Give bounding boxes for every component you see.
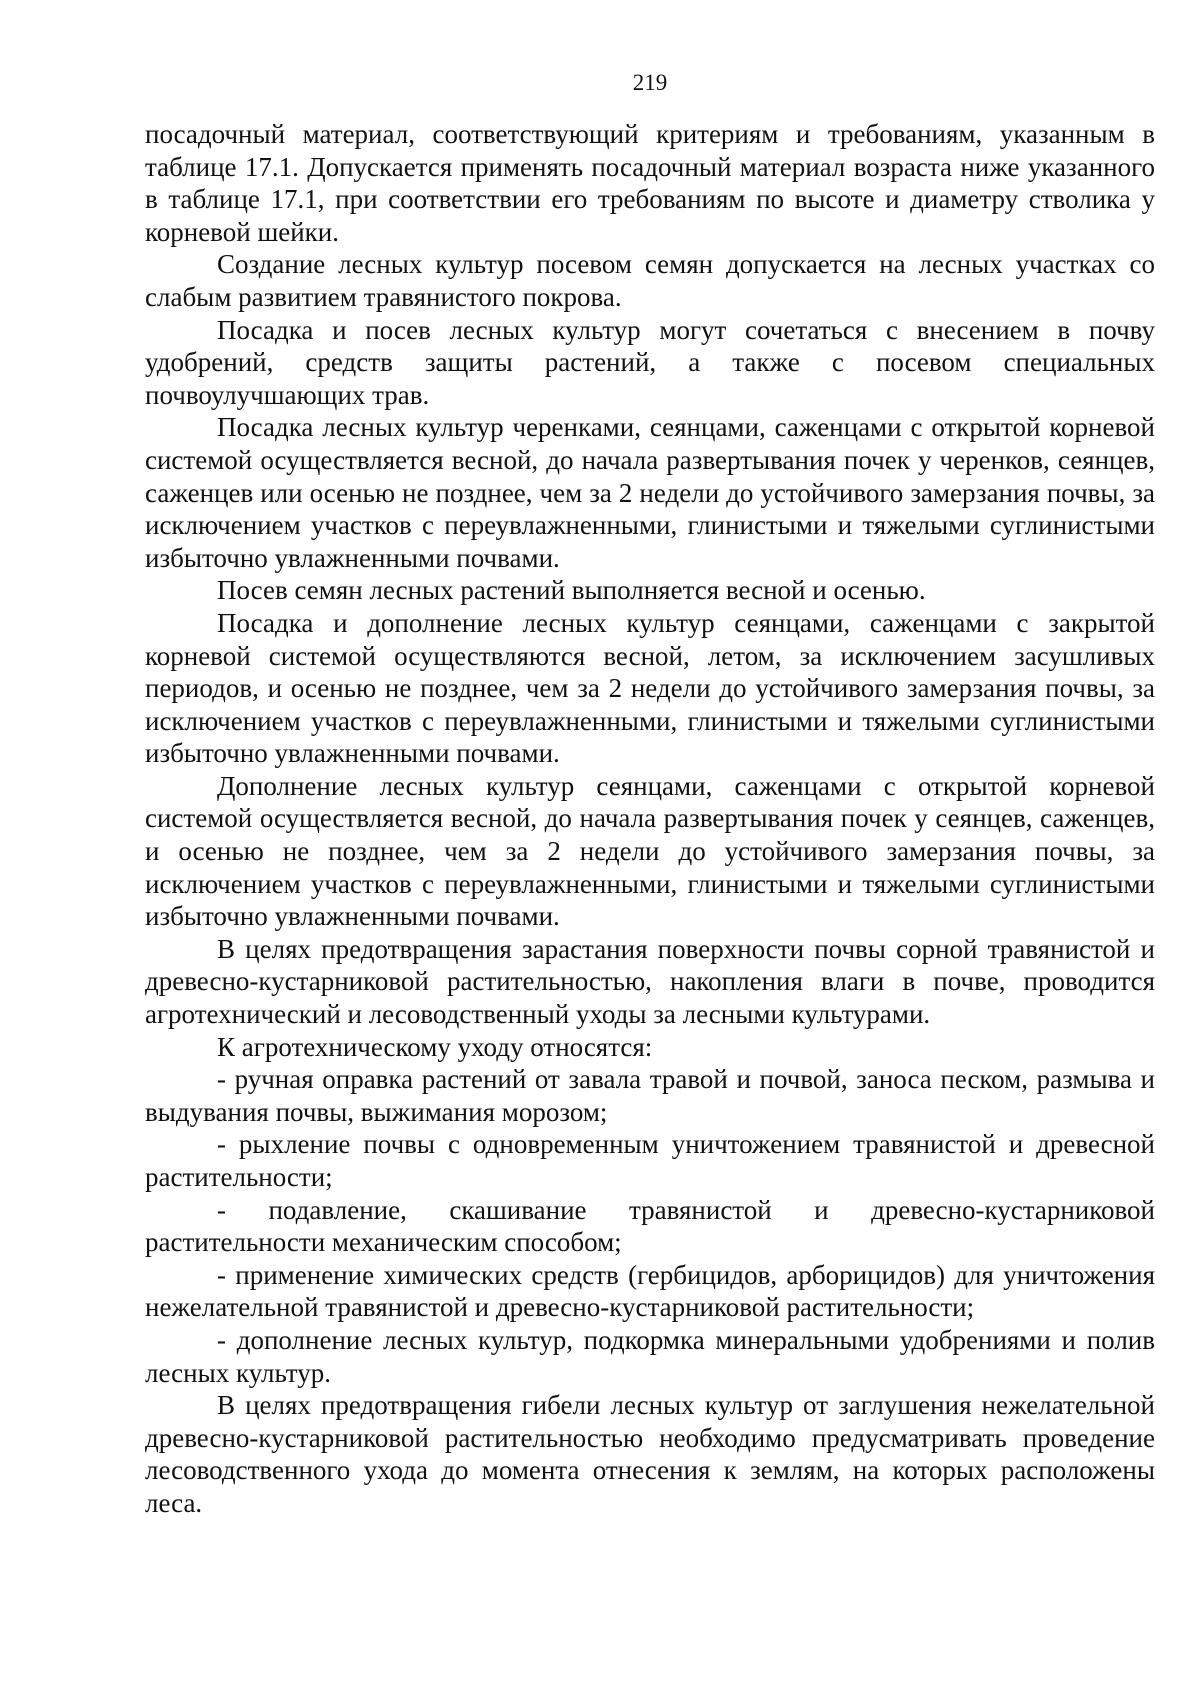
page-number: 219 <box>632 70 668 95</box>
paragraph: Посев семян лесных растений выполняется весной и осенью. <box>217 575 926 606</box>
paragraph: В целях предотвращения зарастания поверхности почвы сорной травянистой и древесно-кустарниковой растительностью, накопления влаги в почве, проводится агротехнический и лесоводственный уходы за лесными культурами. <box>145 933 1155 1030</box>
paragraph: Посадка и дополнение лесных культур сеянцами, саженцами с закрытой корневой системой осуществляются весной, летом, за исключением засушливых периодов, и осенью не позднее, чем за 2 недели до устойчивого замерзания почвы, за исключением участков с переувлажненными, глинистыми и тяжелыми суглинистыми избыточно увлажненными почвами. <box>145 607 1155 769</box>
paragraph: Посадка лесных культур черенками, сеянцами, саженцами с открытой корневой системой осуществляется весной, до начала развертывания почек у черенков, сеянцев, саженцев или осенью не позднее, чем за 2 недели до устойчивого замерзания почвы, за исключением участков с переувлажненными, глинистыми и тяжелыми суглинистыми избыточно увлажненными почвами. <box>145 412 1155 573</box>
list-item: - применение химических средств (гербицидов, арборицидов) для уничтожения нежелательной травянистой и древесно-кустарниковой растительности; <box>145 1259 1155 1323</box>
document-page <box>145 0 1155 1520</box>
paragraph: посадочный материал, соответствующий критериям и требованиям, указанным в таблице 17.1. Допускается применять посадочный материал возраста ниже указанного в таблице 17.1, при соответствии его требованиям по высоте и диаметру стволика у корневой шейки. <box>145 119 1155 247</box>
paragraph: Посадка и посев лесных культур могут сочетаться с внесением в почву удобрений, средств защиты растений, а также с посевом специальных почвоулучшающих трав. <box>145 314 1155 410</box>
list-item: - подавление, скашивание травянистой и древесно-кустарниковой растительности механическим способом; <box>145 1194 1155 1258</box>
list-item: - рыхление почвы с одновременным уничтожением травянистой и древесной растительности; <box>145 1129 1155 1192</box>
list-intro: К агротехническому уходу относятся: <box>217 1031 653 1062</box>
final-paragraph: В целях предотвращения гибели лесных культур от заглушения нежелательной древесно-кустарниковой растительностью необходимо предусматривать проведение лесоводственного ухода до момента отнесения к землям, на которых расположены леса. <box>145 1390 1155 1518</box>
list-item: - дополнение лесных культур, подкормка минеральными удобрениями и полив лесных культур. <box>145 1324 1155 1388</box>
list-item: - ручная оправка растений от завала травой и почвой, заноса песком, размыва и выдувания почвы, выжимания морозом; <box>145 1064 1155 1127</box>
care-measures-list <box>145 1063 1155 1389</box>
paragraph: Дополнение лесных культур сеянцами, саженцами с открытой корневой системой осуществляется весной, до начала развертывания почек у сеянцев, саженцев, и осенью не позднее, чем за 2 недели до устойчивого замерзания почвы, за исключением участков с переувлажненными, глинистыми и тяжелыми суглинистыми избыточно увлажненными почвами. <box>145 770 1155 932</box>
paragraph: Создание лесных культур посевом семян допускается на лесных участках со слабым развитием травянистого покрова. <box>145 249 1155 312</box>
